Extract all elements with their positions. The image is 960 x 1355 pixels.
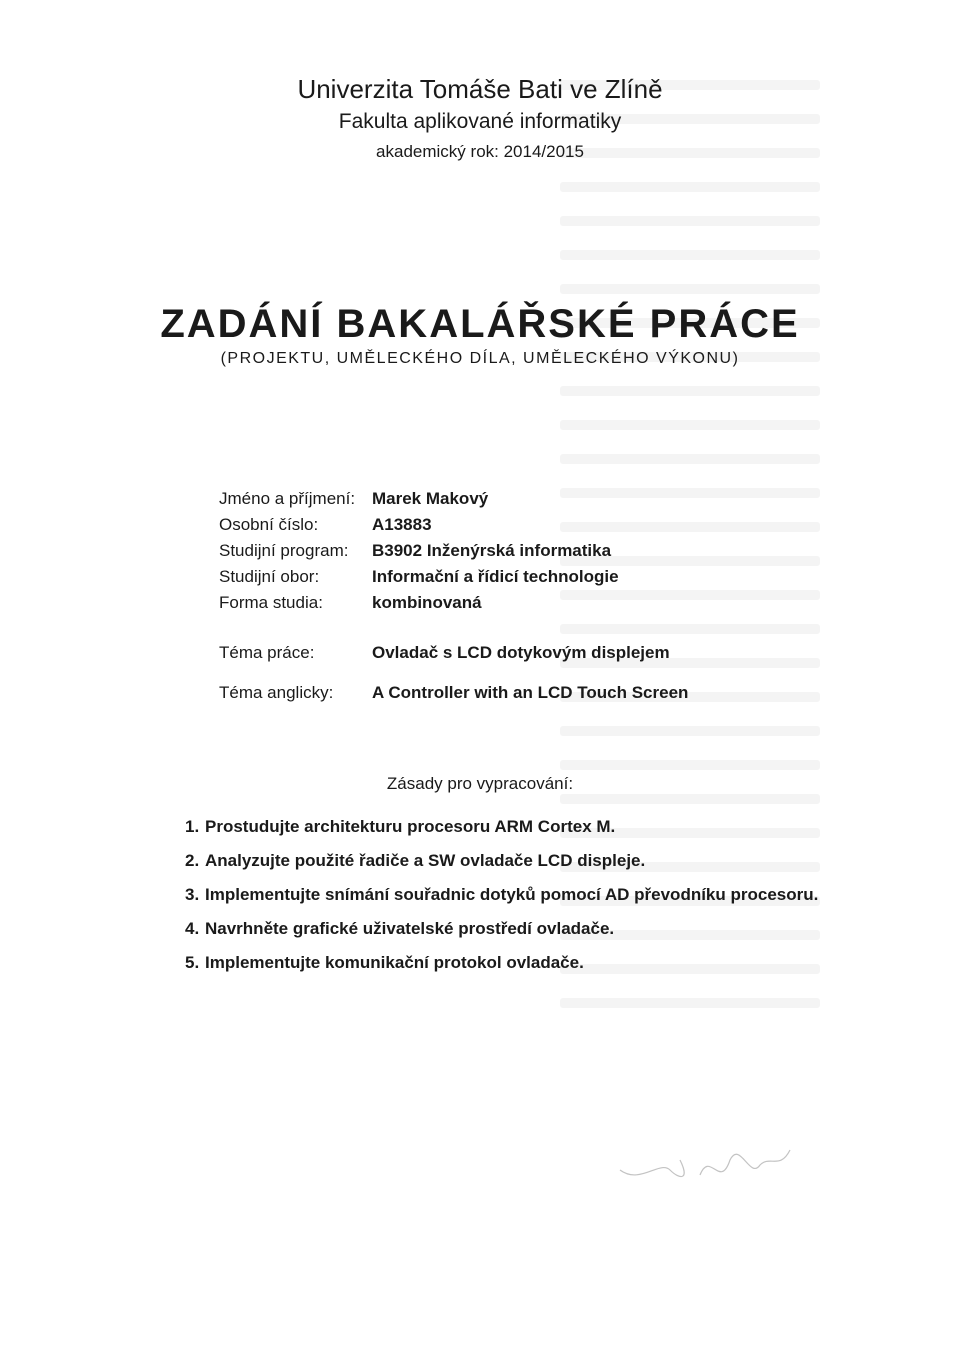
id-value: A13883 [372,515,432,534]
topic-value: Ovladač s LCD dotykovým displejem [372,643,670,662]
field-label: Studijní obor: [219,567,320,586]
field-row [219,564,779,590]
list-item: 2. Analyzujte použité řadiče a SW ovladače LCD displeje. [185,851,646,870]
name-value: Marek Makový [372,489,489,508]
list-item: 5. Implementujte komunikační protokol ovladače. [185,953,584,972]
topic-en-value: A Controller with an LCD Touch Screen [372,683,689,702]
form-row [219,590,779,616]
name-label: Jméno a příjmení: [219,489,356,508]
academic-year: akademický rok: 2014/2015 [376,142,584,161]
document-title: ZADÁNÍ BAKALÁŘSKÉ PRÁCE [160,302,800,346]
topic-en-row [219,680,779,720]
topic-row [219,640,779,680]
form-label: Forma studia: [219,593,323,612]
student-info [219,486,779,720]
id-label: Osobní číslo: [219,515,319,534]
program-value: B3902 Inženýrská informatika [372,541,612,560]
signature [610,1130,810,1200]
id-row [219,512,779,538]
name-row [219,486,779,512]
form-value: kombinovaná [372,593,482,612]
document-subtitle: (PROJEKTU, UMĚLECKÉHO DÍLA, UMĚLECKÉHO VÝKONU) [220,350,740,367]
topic-en-label: Téma anglicky: [219,683,334,702]
faculty-name: Fakulta aplikované informatiky [338,110,622,133]
guidelines-heading: Zásady pro vypracování: [386,774,574,793]
list-item: 4. Navrhněte grafické uživatelské prostředí ovladače. [185,919,615,938]
university-name: Univerzita Tomáše Bati ve Zlíně [297,74,663,104]
topic-label: Téma práce: [219,643,315,662]
program-label: Studijní program: [219,541,349,560]
guidelines-list [185,814,825,984]
program-row [219,538,779,564]
list-item: 3. Implementujte snímání souřadnic dotyků pomocí AD převodníku procesoru. [185,885,819,904]
list-item: 1. Prostudujte architekturu procesoru ARM Cortex M. [185,817,616,836]
field-value: Informační a řídicí technologie [372,567,619,586]
